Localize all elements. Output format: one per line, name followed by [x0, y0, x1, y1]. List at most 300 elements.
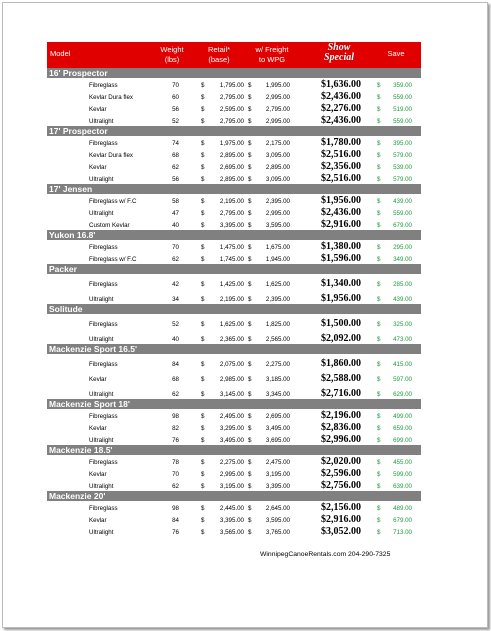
header-retail-line1: Retail* [207, 45, 231, 54]
table-row [47, 274, 421, 289]
save-amount: 579.00 [393, 176, 412, 183]
retail-price: 1,745.00 [219, 256, 244, 263]
header-freight [247, 45, 297, 65]
freight-price: 2,795.00 [265, 106, 290, 113]
freight-currency: $ [248, 198, 252, 205]
retail-currency: $ [201, 198, 205, 205]
freight-price: 1,945.00 [265, 256, 290, 263]
freight-price: 1,825.00 [265, 321, 290, 328]
retail-currency: $ [201, 281, 205, 288]
freight-price: 2,275.00 [265, 361, 290, 368]
save-amount: 415.00 [393, 361, 412, 368]
freight-price: 2,695.00 [265, 413, 290, 420]
retail-price: 2,795.00 [219, 94, 244, 101]
save-currency: $ [377, 244, 381, 251]
save-amount: 639.00 [393, 483, 412, 490]
freight-currency: $ [248, 176, 252, 183]
freight-currency: $ [248, 244, 252, 251]
weight: 40 [172, 336, 179, 343]
retail-currency: $ [201, 164, 205, 171]
retail-currency: $ [201, 222, 205, 229]
retail-price: 2,995.00 [219, 471, 244, 478]
model-name: Fibreglass [89, 82, 118, 89]
header-weight-line2: (lbs) [164, 55, 180, 64]
show-special-price: $2,836.00 [321, 422, 361, 433]
retail-price: 2,075.00 [219, 361, 244, 368]
model-name: Fibreglass [89, 281, 118, 288]
header-show-special [309, 43, 369, 63]
save-currency: $ [377, 82, 381, 89]
save-amount: 395.00 [393, 140, 412, 147]
retail-currency: $ [201, 94, 205, 101]
weight: 47 [172, 210, 179, 217]
model-name: Ultralight [89, 296, 114, 303]
freight-price: 1,995.00 [265, 82, 290, 89]
section-header: 17' Prospector [47, 126, 421, 136]
weight: 60 [172, 94, 179, 101]
section-header: Packer [47, 264, 421, 274]
save-currency: $ [377, 517, 381, 524]
footer-contact: WinnipegCanoeRentals.com 204-290-7325 [260, 551, 391, 558]
weight: 98 [172, 413, 179, 420]
save-amount: 499.00 [393, 413, 412, 420]
table-row [47, 369, 421, 384]
show-special-price: $1,956.00 [321, 195, 361, 206]
table-row [47, 479, 421, 491]
weight: 74 [172, 140, 179, 147]
section-header: 17' Jensen [47, 184, 421, 194]
table-row [47, 421, 421, 433]
weight: 58 [172, 198, 179, 205]
weight: 62 [172, 483, 179, 490]
weight: 62 [172, 256, 179, 263]
retail-currency: $ [201, 437, 205, 444]
save-amount: 519.00 [393, 106, 412, 113]
freight-currency: $ [248, 336, 252, 343]
retail-price: 3,195.00 [219, 483, 244, 490]
save-amount: 439.00 [393, 198, 412, 205]
price-table [47, 42, 421, 537]
save-currency: $ [377, 106, 381, 113]
freight-price: 2,475.00 [265, 459, 290, 466]
header-retail [199, 45, 239, 65]
show-special-price: $2,156.00 [321, 502, 361, 513]
freight-currency: $ [248, 222, 252, 229]
model-name: Kevlar [89, 517, 107, 524]
retail-currency: $ [201, 425, 205, 432]
retail-price: 2,495.00 [219, 413, 244, 420]
save-currency: $ [377, 176, 381, 183]
retail-price: 2,895.00 [219, 152, 244, 159]
retail-price: 3,395.00 [219, 517, 244, 524]
freight-currency: $ [248, 376, 252, 383]
table-row [47, 148, 421, 160]
save-amount: 359.00 [393, 82, 412, 89]
retail-price: 2,985.00 [219, 376, 244, 383]
save-amount: 285.00 [393, 281, 412, 288]
table-header [47, 42, 421, 68]
header-show-line1: Show [327, 42, 351, 53]
retail-currency: $ [201, 391, 205, 398]
save-currency: $ [377, 505, 381, 512]
show-special-price: $1,636.00 [321, 79, 361, 90]
table-row [47, 409, 421, 421]
show-special-price: $2,276.00 [321, 103, 361, 114]
save-currency: $ [377, 94, 381, 101]
retail-currency: $ [201, 471, 205, 478]
retail-currency: $ [201, 176, 205, 183]
retail-currency: $ [201, 82, 205, 89]
table-row [47, 433, 421, 445]
table-row [47, 467, 421, 479]
table-row [47, 252, 421, 264]
section-header: 16' Prospector [47, 68, 421, 78]
freight-price: 2,895.00 [265, 164, 290, 171]
weight: 78 [172, 459, 179, 466]
table-row [47, 501, 421, 513]
header-weight-line1: Weight [160, 45, 184, 54]
table-row [47, 102, 421, 114]
section-header: Mackenzie Sport 18' [47, 399, 421, 409]
retail-currency: $ [201, 118, 205, 125]
document-page [2, 2, 488, 628]
save-amount: 489.00 [393, 505, 412, 512]
weight: 42 [172, 281, 179, 288]
save-currency: $ [377, 425, 381, 432]
freight-currency: $ [248, 483, 252, 490]
freight-currency: $ [248, 106, 252, 113]
weight: 52 [172, 321, 179, 328]
show-special-price: $2,996.00 [321, 434, 361, 445]
table-row [47, 513, 421, 525]
freight-currency: $ [248, 517, 252, 524]
model-name: Ultralight [89, 391, 114, 398]
save-currency: $ [377, 437, 381, 444]
model-name: Fibreglass w/ F.C [89, 198, 137, 205]
retail-currency: $ [201, 361, 205, 368]
retail-price: 1,475.00 [219, 244, 244, 251]
freight-currency: $ [248, 437, 252, 444]
retail-price: 3,295.00 [219, 425, 244, 432]
retail-currency: $ [201, 256, 205, 263]
weight: 68 [172, 152, 179, 159]
model-name: Ultralight [89, 176, 114, 183]
table-row [47, 289, 421, 304]
retail-price: 3,565.00 [219, 529, 244, 536]
retail-currency: $ [201, 321, 205, 328]
table-row [47, 78, 421, 90]
section-header: Mackenzie Sport 16.5' [47, 344, 421, 354]
model-name: Ultralight [89, 483, 114, 490]
header-weight [157, 45, 187, 65]
save-currency: $ [377, 483, 381, 490]
freight-currency: $ [248, 321, 252, 328]
show-special-price: $2,516.00 [321, 173, 361, 184]
weight: 84 [172, 361, 179, 368]
freight-price: 2,995.00 [265, 210, 290, 217]
save-currency: $ [377, 391, 381, 398]
retail-currency: $ [201, 296, 205, 303]
retail-currency: $ [201, 244, 205, 251]
table-row [47, 90, 421, 102]
show-special-price: $1,380.00 [321, 241, 361, 252]
freight-currency: $ [248, 471, 252, 478]
freight-currency: $ [248, 505, 252, 512]
show-special-price: $2,092.00 [321, 333, 361, 344]
retail-currency: $ [201, 210, 205, 217]
retail-price: 1,425.00 [219, 281, 244, 288]
show-special-price: $2,756.00 [321, 480, 361, 491]
model-name: Ultralight [89, 210, 114, 217]
save-amount: 559.00 [393, 118, 412, 125]
model-name: Ultralight [89, 529, 114, 536]
table-row [47, 136, 421, 148]
show-special-price: $1,500.00 [321, 318, 361, 329]
retail-price: 2,365.00 [219, 336, 244, 343]
weight: 62 [172, 164, 179, 171]
show-special-price: $1,860.00 [321, 358, 361, 369]
weight: 70 [172, 82, 179, 89]
freight-currency: $ [248, 529, 252, 536]
retail-currency: $ [201, 336, 205, 343]
retail-currency: $ [201, 459, 205, 466]
freight-price: 3,395.00 [265, 483, 290, 490]
save-currency: $ [377, 140, 381, 147]
save-currency: $ [377, 164, 381, 171]
freight-currency: $ [248, 413, 252, 420]
save-currency: $ [377, 361, 381, 368]
save-currency: $ [377, 152, 381, 159]
freight-price: 2,565.00 [265, 336, 290, 343]
show-special-price: $2,356.00 [321, 161, 361, 172]
freight-price: 3,345.00 [265, 391, 290, 398]
table-row [47, 384, 421, 399]
model-name: Fibreglass [89, 244, 118, 251]
model-name: Kevlar [89, 376, 107, 383]
save-amount: 679.00 [393, 517, 412, 524]
freight-price: 3,695.00 [265, 437, 290, 444]
retail-price: 3,395.00 [219, 222, 244, 229]
save-amount: 579.00 [393, 152, 412, 159]
retail-price: 2,275.00 [219, 459, 244, 466]
freight-price: 3,185.00 [265, 376, 290, 383]
save-amount: 539.00 [393, 164, 412, 171]
save-currency: $ [377, 222, 381, 229]
model-name: Custom Kevlar [89, 222, 130, 229]
model-name: Ultralight [89, 118, 114, 125]
retail-price: 1,625.00 [219, 321, 244, 328]
freight-price: 3,095.00 [265, 152, 290, 159]
freight-price: 2,995.00 [265, 94, 290, 101]
header-freight-line2: to WPG [258, 55, 286, 64]
model-name: Kevlar Dura flex [89, 94, 134, 101]
show-special-price: $2,588.00 [321, 373, 361, 384]
freight-currency: $ [248, 152, 252, 159]
model-name: Fibreglass [89, 413, 118, 420]
table-row [47, 329, 421, 344]
header-freight-line1: w/ Freight [255, 45, 289, 54]
retail-price: 2,595.00 [219, 106, 244, 113]
model-name: Fibreglass [89, 321, 118, 328]
retail-price: 1,795.00 [219, 82, 244, 89]
table-row [47, 194, 421, 206]
save-currency: $ [377, 198, 381, 205]
weight: 40 [172, 222, 179, 229]
retail-currency: $ [201, 483, 205, 490]
retail-price: 2,195.00 [219, 198, 244, 205]
freight-currency: $ [248, 164, 252, 171]
retail-price: 3,145.00 [219, 391, 244, 398]
save-amount: 325.00 [393, 321, 412, 328]
freight-currency: $ [248, 94, 252, 101]
freight-price: 3,495.00 [265, 425, 290, 432]
save-amount: 679.00 [393, 222, 412, 229]
retail-currency: $ [201, 413, 205, 420]
model-name: Kevlar [89, 106, 107, 113]
show-special-price: $1,956.00 [321, 293, 361, 304]
freight-currency: $ [248, 281, 252, 288]
show-special-price: $1,340.00 [321, 278, 361, 289]
show-special-price: $2,916.00 [321, 514, 361, 525]
table-body [47, 68, 421, 537]
model-name: Fibreglass [89, 361, 118, 368]
weight: 56 [172, 176, 179, 183]
show-special-price: $3,052.00 [321, 526, 361, 537]
retail-currency: $ [201, 140, 205, 147]
save-amount: 659.00 [393, 425, 412, 432]
save-currency: $ [377, 256, 381, 263]
freight-price: 1,625.00 [265, 281, 290, 288]
save-amount: 295.00 [393, 244, 412, 251]
header-model: Model [50, 49, 71, 58]
save-currency: $ [377, 118, 381, 125]
retail-price: 1,975.00 [219, 140, 244, 147]
retail-price: 2,195.00 [219, 296, 244, 303]
table-row [47, 206, 421, 218]
freight-currency: $ [248, 210, 252, 217]
freight-price: 3,195.00 [265, 471, 290, 478]
weight: 52 [172, 118, 179, 125]
freight-price: 2,395.00 [265, 198, 290, 205]
save-currency: $ [377, 413, 381, 420]
show-special-price: $2,516.00 [321, 149, 361, 160]
save-amount: 559.00 [393, 210, 412, 217]
model-name: Fibreglass [89, 505, 118, 512]
retail-price: 2,445.00 [219, 505, 244, 512]
table-row [47, 160, 421, 172]
freight-currency: $ [248, 118, 252, 125]
retail-price: 2,795.00 [219, 210, 244, 217]
show-special-price: $2,020.00 [321, 456, 361, 467]
retail-price: 2,695.00 [219, 164, 244, 171]
freight-currency: $ [248, 296, 252, 303]
save-amount: 699.00 [393, 437, 412, 444]
model-name: Kevlar [89, 425, 107, 432]
show-special-price: $2,716.00 [321, 388, 361, 399]
save-amount: 597.00 [393, 376, 412, 383]
model-name: Ultralight [89, 336, 114, 343]
section-header: Yukon 16.8' [47, 230, 421, 240]
weight: 34 [172, 296, 179, 303]
save-currency: $ [377, 321, 381, 328]
header-show-line2: Special [324, 52, 354, 63]
save-amount: 559.00 [393, 94, 412, 101]
retail-currency: $ [201, 529, 205, 536]
freight-price: 2,995.00 [265, 118, 290, 125]
show-special-price: $2,436.00 [321, 115, 361, 126]
freight-price: 2,645.00 [265, 505, 290, 512]
save-amount: 439.00 [393, 296, 412, 303]
retail-price: 2,795.00 [219, 118, 244, 125]
model-name: Fibreglass [89, 140, 118, 147]
table-row [47, 314, 421, 329]
weight: 76 [172, 529, 179, 536]
freight-price: 1,675.00 [265, 244, 290, 251]
save-amount: 455.00 [393, 459, 412, 466]
save-currency: $ [377, 529, 381, 536]
save-currency: $ [377, 210, 381, 217]
section-header: Mackenzie 18.5' [47, 445, 421, 455]
model-name: Kevlar [89, 164, 107, 171]
weight: 70 [172, 244, 179, 251]
save-amount: 713.00 [393, 529, 412, 536]
retail-price: 2,895.00 [219, 176, 244, 183]
freight-price: 2,395.00 [265, 296, 290, 303]
weight: 70 [172, 471, 179, 478]
freight-price: 3,595.00 [265, 222, 290, 229]
retail-currency: $ [201, 152, 205, 159]
table-row [47, 114, 421, 126]
weight: 98 [172, 505, 179, 512]
table-row [47, 172, 421, 184]
show-special-price: $2,436.00 [321, 207, 361, 218]
table-row [47, 455, 421, 467]
freight-currency: $ [248, 391, 252, 398]
freight-currency: $ [248, 425, 252, 432]
save-currency: $ [377, 459, 381, 466]
model-name: Fibreglass [89, 459, 118, 466]
weight: 62 [172, 391, 179, 398]
retail-price: 3,495.00 [219, 437, 244, 444]
freight-currency: $ [248, 140, 252, 147]
save-currency: $ [377, 281, 381, 288]
section-header: Solitude [47, 304, 421, 314]
retail-currency: $ [201, 505, 205, 512]
save-amount: 473.00 [393, 336, 412, 343]
freight-currency: $ [248, 459, 252, 466]
freight-currency: $ [248, 256, 252, 263]
save-currency: $ [377, 296, 381, 303]
table-row [47, 354, 421, 369]
retail-currency: $ [201, 376, 205, 383]
weight: 76 [172, 437, 179, 444]
section-header: Mackenzie 20' [47, 491, 421, 501]
save-currency: $ [377, 336, 381, 343]
freight-currency: $ [248, 82, 252, 89]
weight: 82 [172, 425, 179, 432]
save-amount: 599.00 [393, 471, 412, 478]
retail-currency: $ [201, 517, 205, 524]
freight-price: 2,175.00 [265, 140, 290, 147]
weight: 84 [172, 517, 179, 524]
header-save: Save [387, 49, 405, 58]
save-amount: 629.00 [393, 391, 412, 398]
save-amount: 349.00 [393, 256, 412, 263]
freight-currency: $ [248, 361, 252, 368]
freight-price: 3,765.00 [265, 529, 290, 536]
table-row [47, 240, 421, 252]
weight: 68 [172, 376, 179, 383]
